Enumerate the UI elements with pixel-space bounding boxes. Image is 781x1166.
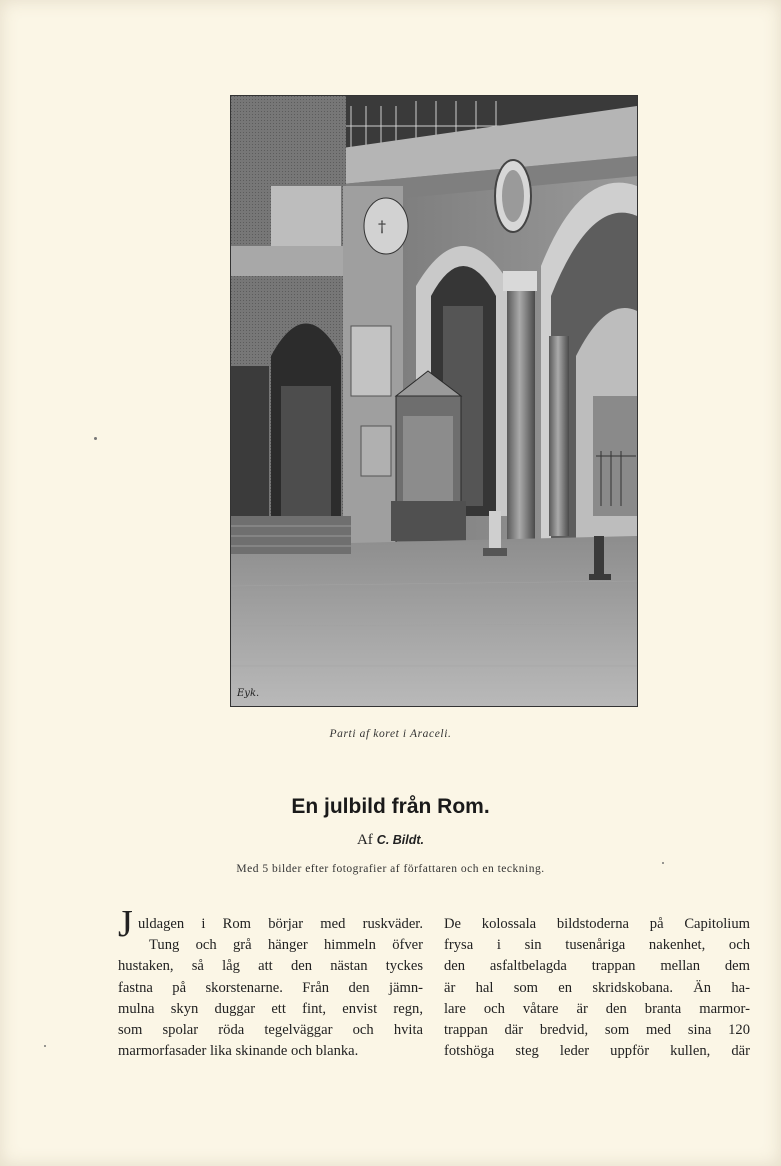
byline (0, 832, 781, 849)
right-column (444, 914, 750, 1062)
text-line: Tung och grå hänger himmeln öfver (149, 937, 423, 954)
text-line: mulna skyn duggar ett fint, envist regn, (118, 1000, 423, 1017)
svg-text:†: † (378, 217, 386, 236)
article-title: En julbild från Rom. (291, 795, 490, 818)
byline-prefix: Af (356, 832, 373, 848)
text-line: frysa i sin tusenåriga nakenhet, och (444, 937, 750, 954)
photo-caption: Parti af koret i Araceli. (329, 728, 452, 740)
text-line: trappan där bredvid, som med sina 120 (444, 1022, 750, 1039)
church-interior-photograph (230, 95, 638, 707)
text-line: hustaken, så låg att den nästan tyckes (118, 958, 423, 975)
text-line: den asfaltbelagda trappan mellan dem (444, 958, 750, 975)
drop-cap: J (118, 903, 133, 945)
engraver-signature: Eyk. (237, 688, 260, 699)
text-line: fotshöga steg leder uppför kullen, där (444, 1043, 750, 1060)
paper-speck (44, 1045, 46, 1047)
author-name: C. Bildt. (376, 833, 425, 847)
left-column (118, 914, 423, 1062)
text-line: som spolar röda tegelväggar och hvita (118, 1022, 423, 1039)
text-line: De kolossala bildstoderna på Capitolium (444, 916, 750, 932)
text-line: marmorfasader lika skinande och blanka. (118, 1043, 359, 1060)
article-subtitle: Med 5 bilder efter fotografier af författaren och en teckning. (236, 863, 545, 875)
text-line: uldagen i Rom börjar med ruskväder. (138, 916, 423, 932)
paper-speck (94, 437, 97, 440)
text-line: lare och våtare är den branta marmor- (444, 1000, 750, 1017)
text-line: fastna på skorstenarne. Från den jämn- (118, 979, 423, 996)
text-line: är hal som en skridskobana. Än ha- (444, 979, 750, 996)
